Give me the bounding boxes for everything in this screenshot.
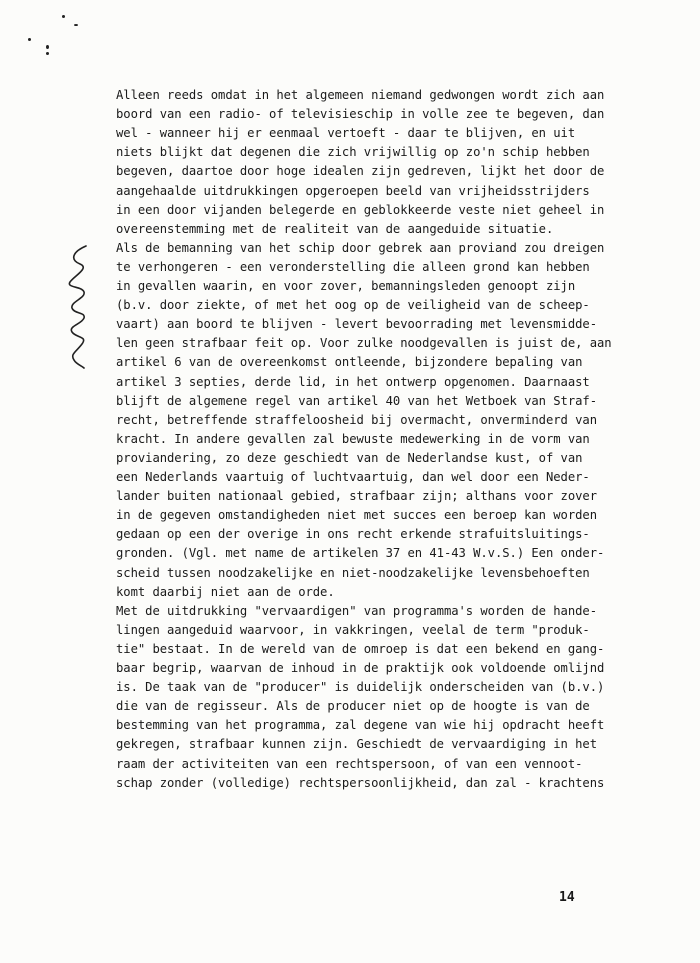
text-line: gronden. (Vgl. met name de artikelen 37 en 41-43 W.v.S.) Een onder- — [116, 546, 605, 561]
text-line: recht, betreffende straffeloosheid bij overmacht, onverminderd van — [116, 412, 597, 427]
page-number: 14 — [559, 890, 575, 905]
text-line: wel - wanneer hij er eenmaal vertoeft - daar te blijven, en uit — [116, 126, 576, 141]
text-line: is. De taak van de "producer" is duidelijk onderscheiden van (b.v.) — [116, 680, 605, 695]
scan-speck — [62, 15, 65, 18]
handwritten-margin-mark — [62, 244, 98, 370]
text-line: vaart) aan boord te blijven - levert bevoorrading met levensmidde- — [116, 317, 597, 332]
text-line: Alleen reeds omdat in het algemeen niemand gedwongen wordt zich aan — [116, 88, 605, 102]
text-line: aangehaalde uitdrukkingen opgeroepen beeld van vrijheidsstrijders — [116, 183, 590, 198]
text-line: niets blijkt dat degenen die zich vrijwillig op zo'n schip hebben — [116, 145, 590, 160]
text-line: scheid tussen noodzakelijke en niet-noodzakelijke levensbehoeften — [116, 565, 590, 580]
text-line: boord van een radio- of televisieschip in volle zee te begeven, dan — [116, 107, 605, 122]
text-line: die van de regisseur. Als de producer niet op de hoogte is van de — [116, 699, 590, 714]
scan-speck — [46, 45, 49, 49]
text-line: begeven, daartoe door hoge idealen zijn gedreven, lijkt het door de — [116, 164, 605, 179]
text-line: overeenstemming met de realiteit van de aangeduide situatie. — [116, 221, 554, 236]
text-line: tie" bestaat. In de wereld van de omroep is dat een bekend en gang- — [116, 641, 605, 656]
text-line: artikel 3 septies, derde lid, in het ontwerp opgenomen. Daarnaast — [116, 374, 590, 389]
text-line: artikel 6 van de overeenkomst ontleende, bijzondere bepaling van — [116, 355, 583, 370]
text-line: kracht. In andere gevallen zal bewuste medewerking in de vorm van — [116, 431, 590, 446]
scan-speck — [46, 52, 49, 55]
text-line: gekregen, strafbaar kunnen zijn. Geschiedt de vervaardiging in het — [116, 737, 597, 752]
text-line: proviandering, zo deze geschiedt van de Nederlandse kust, of van — [116, 450, 583, 465]
text-line: lingen aangeduid waarvoor, in vakkringen, veelal de term "produk- — [116, 622, 590, 637]
text-line: in een door vijanden belegerde en geblokkeerde veste niet geheel in — [116, 202, 605, 217]
text-line: komt daarbij niet aan de orde. — [116, 584, 335, 599]
text-line: blijft de algemene regel van artikel 40 van het Wetboek van Straf- — [116, 393, 597, 408]
text-line: (b.v. door ziekte, of met het oog op de veiligheid van de scheep- — [116, 298, 590, 313]
text-line: in gevallen waarin, en voor zover, bemanningsleden genoopt zijn — [116, 279, 576, 293]
scan-speck — [74, 24, 78, 26]
text-line: raam der activiteiten van een rechtspersoon, of van een vennoot- — [116, 756, 583, 771]
text-line: baar begrip, waarvan de inhoud in de praktijk ook voldoende omlijnd — [116, 661, 605, 675]
text-line: gedaan op een der overige in ons recht erkende strafuitsluitings- — [116, 527, 590, 542]
text-line: Als de bemanning van het schip door gebrek aan proviand zou dreigen — [116, 240, 605, 255]
text-line: len geen strafbaar feit op. Voor zulke noodgevallen is juist de, aan — [116, 336, 612, 351]
text-line: lander buiten nationaal gebied, strafbaar zijn; althans voor zover — [116, 489, 597, 504]
text-line: Met de uitdrukking "vervaardigen" van programma's worden de hande- — [116, 603, 597, 618]
text-line: te verhongeren - een veronderstelling die alleen grond kan hebben — [116, 259, 590, 274]
text-line: bestemming van het programma, zal degene van wie hij opdracht heeft — [116, 718, 605, 733]
text-line: in de gegeven omstandigheden niet met succes een beroep kan worden — [116, 508, 597, 523]
text-line: een Nederlands vaartuig of luchtvaartuig, dan wel door een Neder- — [116, 470, 590, 484]
text-line: schap zonder (volledige) rechtspersoonlijkheid, dan zal - krachtens — [116, 775, 605, 790]
scan-speck — [28, 38, 31, 41]
